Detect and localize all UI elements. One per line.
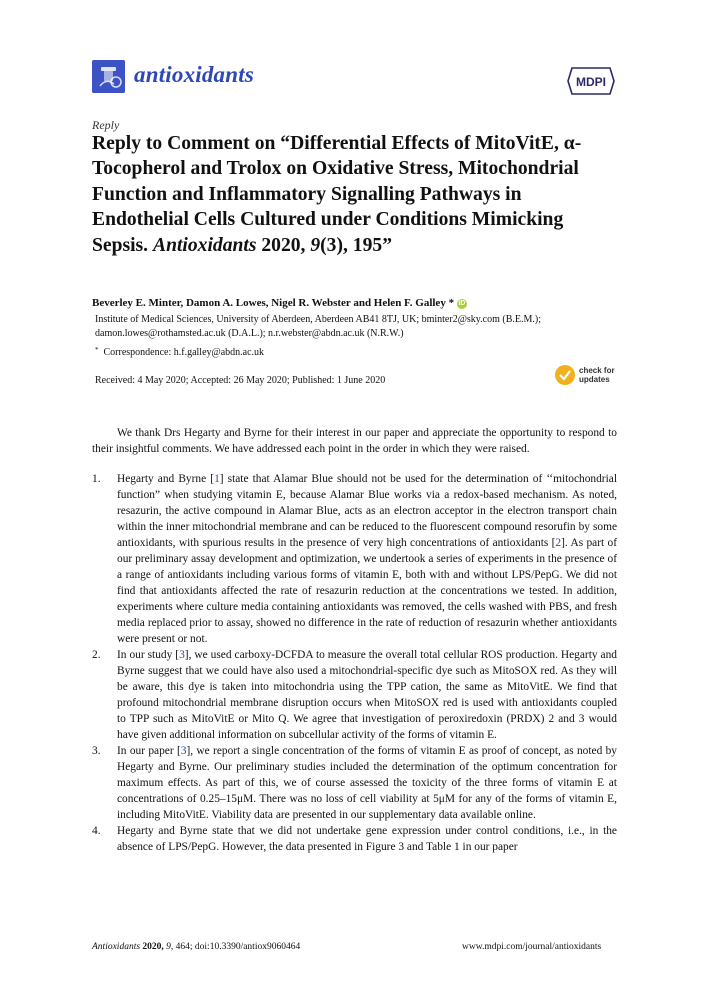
reply-points-list	[92, 471, 617, 855]
title-journal: Antioxidants	[153, 234, 257, 256]
article-type: Reply	[92, 118, 120, 132]
affiliation-emails: damon.lowes@rothamsted.ac.uk (D.A.L.); n.r.webster@abdn.ac.uk (N.R.W.)	[95, 328, 404, 339]
footer-year: 2020,	[142, 942, 164, 952]
item-number: 1.	[92, 473, 101, 485]
item-text: ]. As part of our preliminary assay development and optimization, we undertook a series of experiments in the presence of a range of antioxidants including various forms of vitamin E, both with and without LPS/PepG. We did not find that antioxidants affected the rate of resazurin reduction at the concentrations we tested. In addition, experiments where culture media containing antioxidants was removed, the cells washed with PBS, and fresh media replaced prior to assay, showed no difference in the rate of reduction of resazurin whether antioxidants were present or not.	[117, 537, 617, 645]
footer-url[interactable]: www.mdpi.com/journal/antioxidants	[462, 942, 602, 952]
correspondence	[95, 343, 264, 360]
check-updates-line1: check for	[579, 366, 615, 375]
item-text: Hegarty and Byrne [	[117, 473, 215, 485]
article-body	[92, 425, 617, 855]
affiliation-line: Institute of Medical Sciences, University of Aberdeen, Aberdeen AB41 8TJ, UK; bminter2@sky.com (B.E.M.);	[95, 314, 541, 325]
journal-logo-icon	[92, 60, 125, 93]
mdpi-logo-icon[interactable]	[566, 66, 616, 96]
authors-text: Beverley E. Minter, Damon A. Lowes, Nigel R. Webster and Helen F. Galley	[92, 297, 446, 309]
title-rest: (3), 195”	[320, 234, 392, 256]
check-updates-label	[579, 366, 615, 384]
item-number: 2.	[92, 649, 101, 661]
mdpi-logo-text: MDPI	[576, 75, 606, 89]
footer-citation	[92, 942, 300, 952]
list-item	[92, 471, 617, 647]
list-item	[92, 743, 617, 823]
footer-journal: Antioxidants	[92, 942, 141, 952]
citation-link[interactable]: 3	[180, 745, 187, 757]
title-volume: 9	[310, 234, 321, 256]
item-number: 4.	[92, 825, 101, 837]
intro-paragraph: We thank Drs Hegarty and Byrne for their interest in our paper and appreciate the opportunity to respond to their insightful comments. We have addressed each point in the order in which they were raised.	[92, 427, 617, 455]
article-title	[92, 131, 612, 258]
item-text: ], we report a single concentration of the forms of vitamin E as proof of concept, as noted by Hegarty and Byrne. Our preliminary studies included the determination of the optimum concentration for maximum effects. As part of this, we of course assessed the toxicity of the three forms of vitamin E at concentrations of 0.25–15μM. There was no loss of cell viability at 5μM for any of the forms of vitamin E, including MitoVitE. Viability data are presented in our supplementary data available online.	[117, 745, 617, 821]
item-text: ] state that Alamar Blue should not be used for the determination of ‘‘mitochondrial function” when studying vitamin E, because Alamar Blue works via a redox-based mechanism. As noted, resazurin, the active compound in Alamar Blue, acts as an electron acceptor in the electron transport chain within the inner mitochondrial membrane and can be reduced to the fluorescent compound resorufin by some antioxidants, with spurious results in the presence of very high concentrations of antioxidants [	[117, 473, 617, 549]
check-updates-badge	[555, 365, 575, 385]
item-text: ], we used carboxy-DCFDA to measure the overall total cellular ROS production. Hegarty and Byrne suggest that we could have also used a mitochondrial-specific dye such as MitoSOX red. As they will be aware, this dye is taken into mitochondria using the TPP cation, the same as MitoVitE. We find that profound mitochondrial membrane disruption occurs when MitoSOX red is used with antioxidants coupled to TPP such as MitoVitE or Mito Q. We agree that investigation of peroxiredoxin (PRDX) 2 and 3 would have given additional information on subcellular activity of the forms of vitamin E.	[117, 649, 617, 741]
correspondence-mark: *	[95, 346, 99, 354]
check-updates-line2: updates	[579, 375, 610, 384]
corresponding-author-mark: *	[448, 297, 455, 309]
item-text: In our study [	[117, 649, 180, 661]
author-list	[92, 297, 467, 309]
list-item	[92, 823, 617, 855]
footer-doi[interactable]: , 464; doi:10.3390/antiox9060464	[170, 942, 301, 952]
journal-name[interactable]: antioxidants	[134, 62, 254, 87]
item-number: 3.	[92, 745, 101, 757]
title-year: 2020,	[261, 234, 306, 256]
title-main: Reply to Comment on “Differential Effects of MitoVitE, α-Tocopherol and Trolox on Oxidative Stress, Mitochondrial Function and Inflammatory Signalling Pathways in Endothelial Cells Cultured under Conditions Mimicking Sepsis.	[92, 133, 582, 256]
list-item	[92, 647, 617, 743]
citation-link[interactable]: 2	[555, 537, 562, 549]
item-text: Hegarty and Byrne state that we did not undertake gene expression under control conditions, i.e., in the absence of LPS/PepG. However, the data presented in Figure 3 and Table 1 in our paper	[117, 825, 617, 853]
check-for-updates-icon[interactable]	[555, 363, 617, 387]
citation-link[interactable]: 1	[214, 473, 220, 485]
correspondence-text: Correspondence: h.f.galley@abdn.ac.uk	[103, 347, 265, 358]
citation-link[interactable]: 3	[179, 649, 185, 661]
orcid-icon[interactable]: iD	[458, 300, 466, 307]
item-text: In our paper [	[117, 745, 181, 757]
footer-volume: 9	[166, 942, 171, 952]
publication-dates: Received: 4 May 2020; Accepted: 26 May 2020; Published: 1 June 2020	[95, 375, 386, 386]
